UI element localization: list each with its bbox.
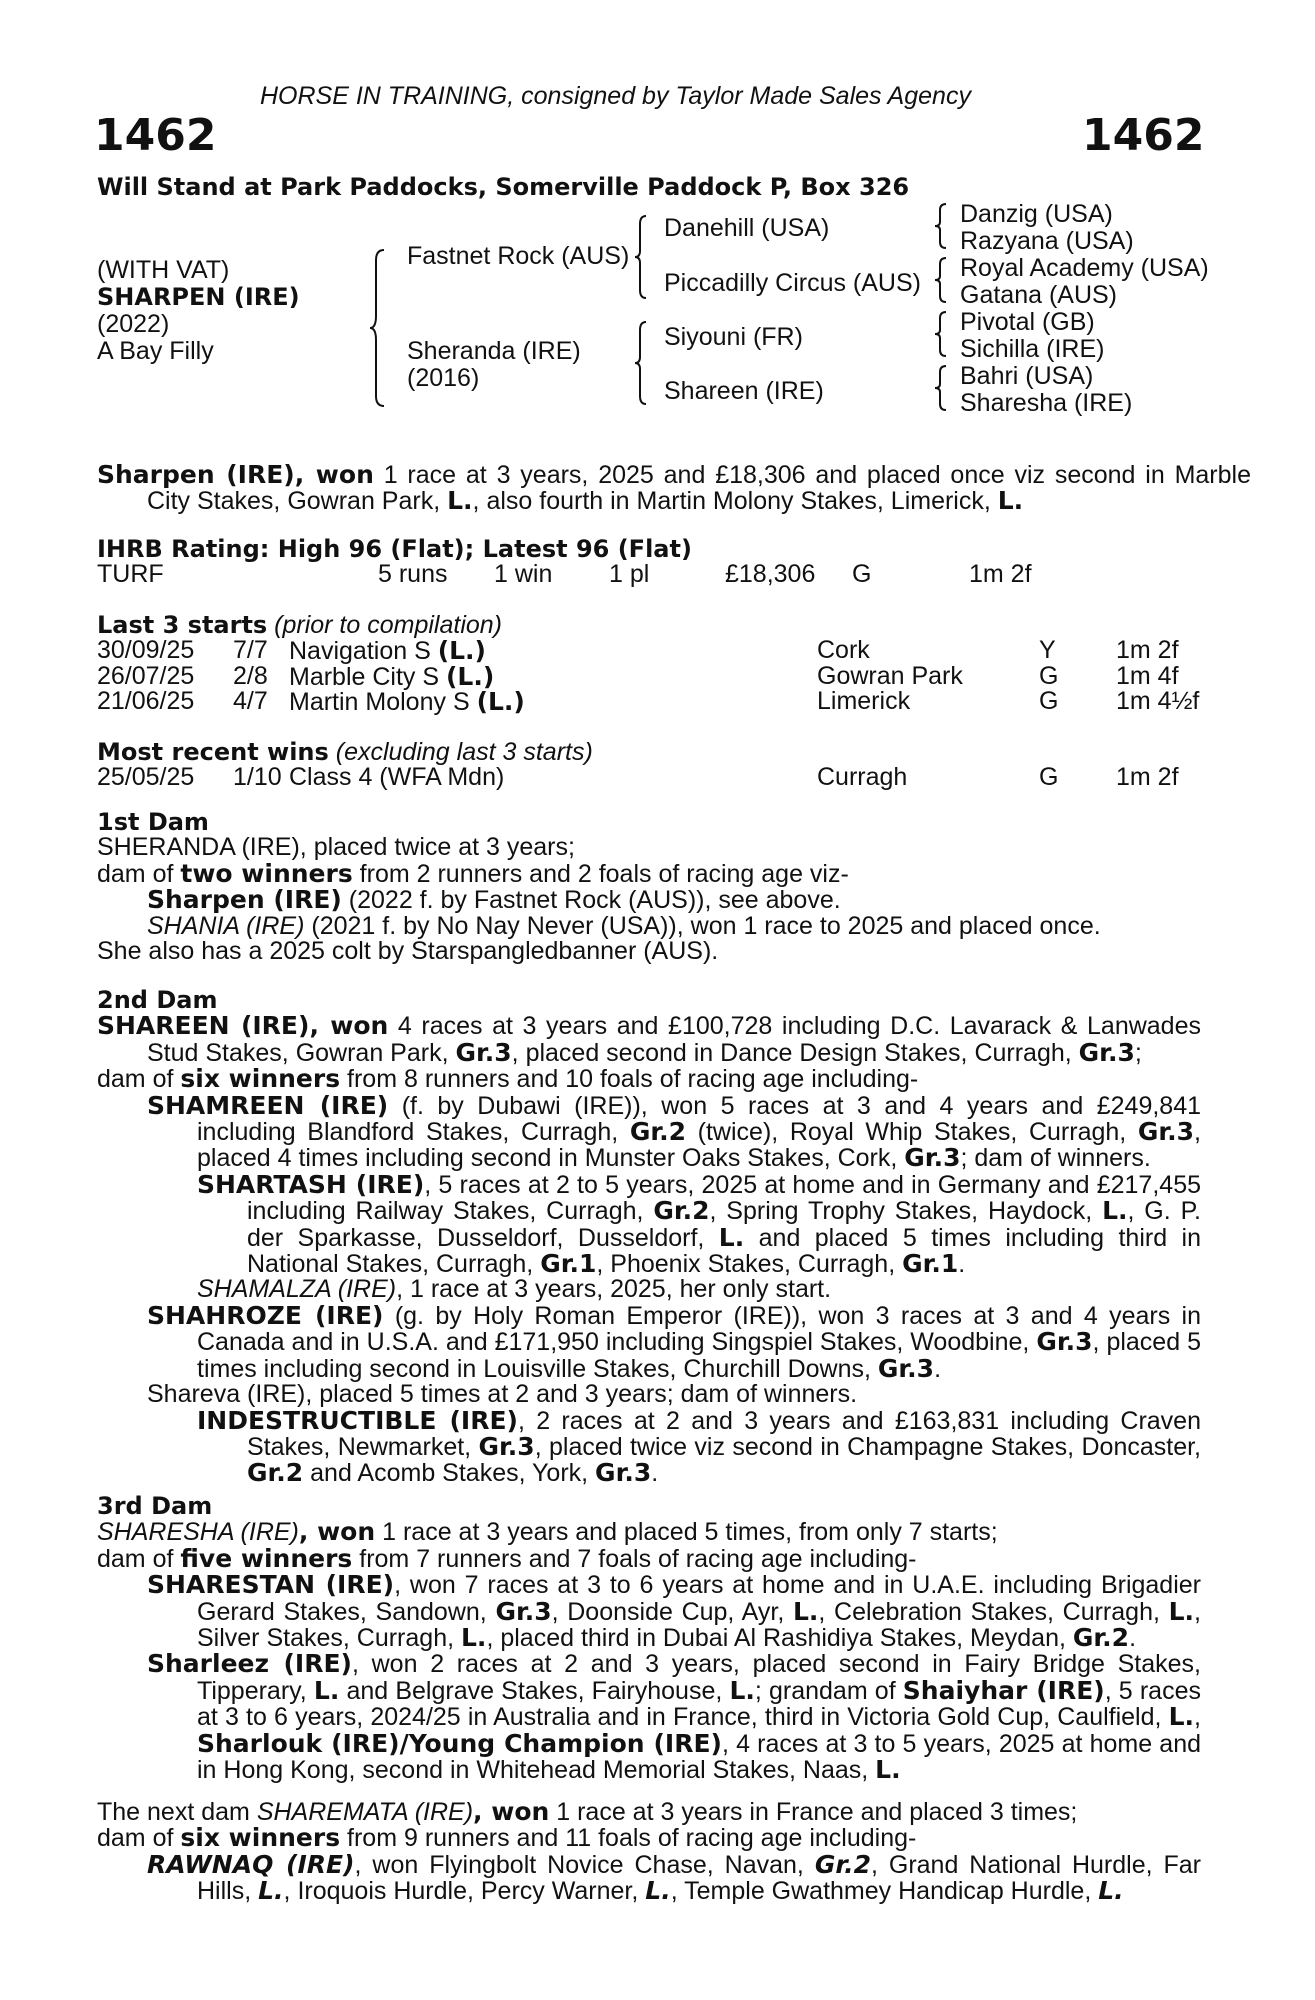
listed-mark: L. [461,1623,487,1653]
race-title: Marble City S [289,662,446,691]
text-fragment: and Acomb Stakes, York, [303,1459,596,1488]
text-fragment: , placed second in Dance Design Stakes, Curragh, [511,1038,1079,1067]
grade-mark: Gr.3 [1078,1037,1135,1067]
produce-name: SHARESTAN (IRE) [147,1570,395,1600]
produce-entry [97,1849,1202,1906]
race-dist: 1m 2f [1116,636,1179,665]
produce-name: INDESTRUCTIBLE (IRE) [197,1405,518,1435]
text-fragment: (twice), Royal Whip Stakes, Curragh, [686,1118,1138,1147]
text-fragment: (f. by Dubawi (IRE)), won 5 races at 3 and 4 years and £249,841 including Blandford Stakes, Curragh, [197,1091,1202,1147]
horse-name: SHARPEN (IRE) [97,283,300,311]
text-fragment: , 1 race at 3 years, 2025, her only start. [396,1275,832,1304]
text-fragment: , Spring Trophy Stakes, Haydock, [709,1197,1103,1226]
text-fragment: , placed 5 times including second in Louisville Stakes, Churchill Downs, [197,1328,1201,1383]
first-dam-produce [97,858,1201,888]
text-fragment: ; [1134,1038,1142,1067]
race-course: Curragh [817,763,908,792]
recent-win-row [97,765,1201,790]
produce-entry [97,1572,1201,1651]
third-dam-heading: 3rd Dam [97,1492,213,1520]
text-fragment: (g. by Holy Roman Emperor (IRE)), won 3 races at 3 and 4 years in Canada and in U.S.A. and £171,950 including Singspiel Stakes, Woodbine, [197,1301,1201,1357]
grade-mark: Gr.3 [877,1353,935,1383]
next-dam-record [97,1799,1201,1825]
race-pos: 2/8 [233,661,268,690]
pedigree-sdd: Gatana (AUS) [960,281,1118,309]
rating-runs: 5 runs [378,560,448,589]
race-going: Y [1039,636,1056,665]
pedigree-sds: Royal Academy (USA) [960,254,1209,282]
text-fragment: , won 2 races at 2 and 3 years, placed second in Fairy Bridge Stakes, Tipperary, [197,1650,1201,1705]
horse-description: A Bay Filly [97,337,214,365]
rating-going: G [852,560,872,589]
pedigree-brace-main [368,248,388,408]
race-going: G [1039,687,1059,716]
text-fragment: ; grandam of [754,1676,903,1705]
produce-name: Sharleez (IRE) [147,1649,352,1679]
grade-mark: Gr.1 [902,1249,959,1279]
produce-name: SHAHROZE (IRE) [147,1300,384,1330]
third-dam-record [97,1519,1201,1545]
text-fragment: . [1129,1624,1137,1653]
text-fragment: 1 race at 3 years in France and placed 3 times; [549,1798,1078,1826]
race-pos: 4/7 [233,687,268,716]
grade-mark: Gr.1 [540,1249,597,1279]
produce-entry [97,887,1201,913]
text-fragment: from 8 runners and 10 foals of racing age including- [340,1065,919,1094]
race-summary [97,462,1251,515]
produce-name: SHANIA (IRE) [147,911,305,940]
start-row [97,687,1201,717]
pedigree-sire-sire: Danehill (USA) [664,214,830,242]
produce-entry [97,1651,1201,1783]
listed-mark: L. [645,1876,671,1906]
text-fragment: , 2 races at 2 and 3 years and £163,831 including Craven Stakes, Newmarket, [247,1406,1201,1461]
listed-mark: L. [258,1876,284,1906]
race-course: Limerick [817,687,911,716]
produce-entry [97,1169,1201,1279]
text-fragment: 1 race at 3 years and placed 5 times, from only 7 starts; [375,1518,998,1547]
grade-mark: Gr.2 [247,1458,304,1488]
text-fragment: and Belgrave Stakes, Fairyhouse, [339,1676,730,1705]
first-dam-heading: 1st Dam [97,808,209,836]
first-dam-line: SHERANDA (IRE), placed twice at 3 years; [97,833,575,862]
won-label: , won [309,1011,389,1041]
stand-location: Will Stand at Park Paddocks, Somerville Paddock P, Box 326 [97,173,910,201]
race-dist: 1m 4f [1116,661,1179,690]
winners-count: five winners [180,1543,353,1573]
race-course: Gowran Park [817,661,963,690]
race-date: 25/05/25 [97,763,195,792]
catalogue-subtitle: HORSE IN TRAINING, consigned by Taylor Made Sales Agency [260,82,971,110]
summary-text: 1 race at 3 years, 2025 and £18,306 and placed once viz second in Marble City Stakes, Gowran Park, [147,461,1251,516]
text-fragment: ; dam of winners. [960,1144,1151,1173]
next-dam-produce [97,1825,1201,1851]
race-dist: 1m 4½f [1116,687,1200,716]
race-date: 21/06/25 [97,687,195,716]
grade-mark: Gr.2 [1072,1623,1130,1653]
recent-wins-title: Most recent wins [97,738,329,766]
text-fragment: , won 7 races at 3 to 6 years at home and in U.A.E. including Brigadier Gerard Stakes, Sandown, [197,1571,1201,1626]
text-fragment: , 5 races at 2 to 5 years, 2025 at home and in Germany and £217,455 including Railway Stakes, Curragh, [247,1170,1201,1226]
text-fragment: dam of [97,1544,181,1573]
text-fragment: The next dam [97,1798,257,1826]
rating-wins: 1 win [494,560,553,589]
text-fragment: , placed third in Dubai Al Rashidiya Stakes, Meydan, [486,1624,1073,1653]
text-fragment: from 9 runners and 11 foals of racing age including- [340,1824,917,1853]
listed-mark: L. [792,1596,819,1626]
lot-number-left: 1462 [94,110,217,161]
second-dam-record [97,1013,1201,1066]
listed-mark: L. [1098,1876,1124,1906]
produce-name: SHAMALZA (IRE) [197,1275,397,1304]
listed-mark: L. [447,486,473,516]
race-date: 30/09/25 [97,636,195,665]
race-going: G [1039,661,1059,690]
produce-name: Sharpen (IRE) [147,885,342,915]
rating-surface: TURF [97,560,164,589]
grade-mark: Gr.3 [1036,1327,1093,1357]
pedigree-dam: Sheranda (IRE) [407,337,581,365]
pedigree-sss: Danzig (USA) [960,200,1113,228]
winners-count: six winners [180,1823,341,1853]
lot-number-right: 1462 [1082,110,1205,161]
pedigree-brace-dam [634,320,648,406]
race-name [289,689,525,715]
dam-name: SHAREEN (IRE) [97,1011,310,1041]
recent-wins-heading [97,740,1201,765]
text-fragment: , Doonside Cup, Ayr, [551,1597,793,1626]
listed-mark: L. [718,1222,745,1252]
text-fragment: , G. P. der Sparkasse, Dusseldorf, Dusseldorf, [247,1197,1201,1252]
third-dam-produce [97,1543,1201,1573]
produce-entry [97,1300,1201,1383]
pedigree-dam-sire: Siyouni (FR) [664,323,803,351]
grade-mark: Gr.3 [495,1596,552,1626]
second-dam-heading: 2nd Dam [97,986,218,1014]
grade-mark: Gr.2 [629,1117,687,1147]
second-dam-produce [97,1066,1201,1092]
produce-entry [97,1090,1202,1173]
text-fragment: 4 races at 3 years and £100,728 including D.C. Lavarack & Lanwades Stud Stakes, Gowran Park, [147,1012,1201,1067]
first-dam-section [97,810,1201,964]
text-fragment: , Grand National Hurdle, Far Hills, [197,1850,1202,1906]
pedigree-dam-dam: Shareen (IRE) [664,377,824,405]
pedigree-ddd: Sharesha (IRE) [960,389,1133,417]
pedigree-sire-dam: Piccadilly Circus (AUS) [664,269,921,297]
listed-mark: L. [313,1675,340,1705]
text-fragment: dam of [97,859,181,888]
produce-entry [97,911,1201,940]
pedigree-ssd: Razyana (USA) [960,227,1134,255]
grade-mark: Gr.2 [814,1849,871,1879]
start-row [97,636,1201,666]
text-fragment: , Celebration Stakes, Curragh, [818,1597,1169,1626]
pedigree-brace-sire [634,214,648,300]
race-name [289,661,495,691]
pedigree-brace-dd [934,364,948,412]
produce-name: SHARTASH (IRE) [197,1169,425,1199]
produce-entry [97,1277,1201,1302]
text-fragment: , Iroquois Hurdle, Percy Warner, [283,1877,646,1906]
dam-name: SHARESHA (IRE) [97,1518,299,1547]
won-label: , won [298,1517,376,1547]
text-fragment: , 4 races at 3 to 5 years, 2025 at home and in Hong Kong, second in Whitehead Memorial Stakes, Naas, [197,1729,1202,1785]
grade-mark: Gr.3 [455,1037,512,1067]
grade-mark: Gr.2 [653,1196,710,1226]
winners-count: two winners [180,858,353,888]
foal-year: (2022) [97,310,170,338]
pedigree-sire: Fastnet Rock (AUS) [407,242,630,270]
text-fragment: , Phoenix Stakes, Curragh, [596,1250,903,1279]
recent-wins-note: (excluding last 3 starts) [328,738,593,766]
last-three-title: Last 3 starts [97,611,268,639]
rating-record-row [97,562,1201,587]
ihrb-rating: IHRB Rating: High 96 (Flat); Latest 96 (Flat) [97,535,692,563]
text-fragment: from 2 runners and 2 foals of racing age viz- [352,859,849,888]
race-date: 26/07/25 [97,661,195,690]
listed-mark: L. [1102,1196,1128,1226]
first-dam-note: She also has a 2025 colt by Starspangledbanner (AUS). [97,937,719,966]
text-fragment: from 7 runners and 7 foals of racing age including- [352,1544,917,1573]
race-grade: (L.) [445,661,495,691]
start-row [97,661,1201,691]
listed-mark: L. [729,1675,755,1705]
last-three-note: (prior to compilation) [267,611,503,639]
most-recent-wins [97,740,1201,791]
summary-text-2: , also fourth in Martin Molony Stakes, Limerick, [472,487,998,516]
text-fragment: , Temple Gwathmey Handicap Hurdle, [670,1877,1099,1906]
last-three-starts [97,613,1201,715]
produce-name: RAWNAQ (IRE) [147,1849,355,1879]
summary-won: , won [294,460,374,489]
race-course: Cork [817,636,870,665]
pedigree-brace-ss [934,202,948,250]
grade-mark: Gr.3 [1137,1117,1195,1147]
text-fragment: dam of [97,1065,181,1094]
text-fragment: dam of [97,1824,181,1853]
pedigree-dsd: Sichilla (IRE) [960,335,1105,363]
listed-mark: L. [875,1755,901,1785]
text-fragment: , [1194,1703,1201,1732]
rating-earnings: £18,306 [725,560,816,589]
rating-block [97,537,1201,588]
grade-mark: Gr.3 [904,1143,961,1173]
pedigree-brace-sd [934,256,948,304]
text-fragment: , 5 races at 3 to 6 years, 2024/25 in Australia and in France, third in Victoria Gold Cup, Caulfield, [197,1676,1201,1732]
race-title: Navigation S [289,637,438,666]
race-title: Martin Molony S [289,688,477,717]
grade-mark: Gr.3 [595,1458,652,1488]
won-label: , won [473,1797,550,1826]
next-dam-section [97,1799,1201,1905]
race-pos: 7/7 [233,636,268,665]
rating-placed: 1 pl [609,560,650,589]
pedigree-brace-ds [934,310,948,358]
produce-text: (2021 f. by No Nay Never (USA)), won 1 race to 2025 and placed once. [304,911,1101,940]
race-position: 1/10 [233,763,282,792]
last-three-heading [97,613,1201,638]
produce-name: SHAMREEN (IRE) [147,1090,389,1120]
summary-horse-name: Sharpen (IRE) [97,460,295,489]
pedigree-dss: Pivotal (GB) [960,308,1095,336]
grade-mark: Gr.3 [478,1431,535,1461]
text-fragment: and placed 5 times including third in National Stakes, Curragh, [247,1223,1201,1279]
listed-mark: L. [997,486,1024,516]
third-dam-section [97,1494,1201,1783]
text-fragment: . [934,1354,942,1383]
rating-distance: 1m 2f [969,560,1032,589]
text-fragment: , won Flyingbolt Novice Chase, Navan, [354,1850,815,1879]
race-going: G [1039,763,1059,792]
produce-name: Sharlouk (IRE)/Young Champion (IRE) [197,1728,722,1758]
text-fragment: , placed 4 times including second in Munster Oaks Stakes, Cork, [197,1118,1201,1173]
produce-entry [97,1405,1201,1488]
race-distance: 1m 2f [1116,763,1179,792]
race-grade: (L.) [437,636,486,666]
text-fragment: . [651,1459,659,1488]
text-fragment: . [958,1250,966,1279]
vat-note: (WITH VAT) [97,256,230,284]
text-fragment: , Silver Stakes, Curragh, [197,1597,1201,1653]
produce-name: Shaiyhar (IRE) [902,1675,1105,1705]
horse-identity [97,257,300,365]
pedigree-dds: Bahri (USA) [960,362,1094,390]
produce-entry: Shareva (IRE), placed 5 times at 2 and 3 years; dam of winners. [147,1380,858,1409]
listed-mark: L. [1168,1596,1195,1626]
winners-count: six winners [180,1064,341,1094]
dam-name: SHAREMATA (IRE) [256,1798,474,1826]
pedigree-dam-year: (2016) [407,364,480,392]
second-dam-section [97,988,1201,1487]
text-fragment: , placed twice viz second in Champagne Stakes, Doncaster, [534,1432,1201,1461]
race-name: Class 4 (WFA Mdn) [289,763,505,792]
race-grade: (L.) [476,687,525,717]
produce-text: (2022 f. by Fastnet Rock (AUS)), see above. [341,886,841,915]
listed-mark: L. [1168,1702,1195,1732]
